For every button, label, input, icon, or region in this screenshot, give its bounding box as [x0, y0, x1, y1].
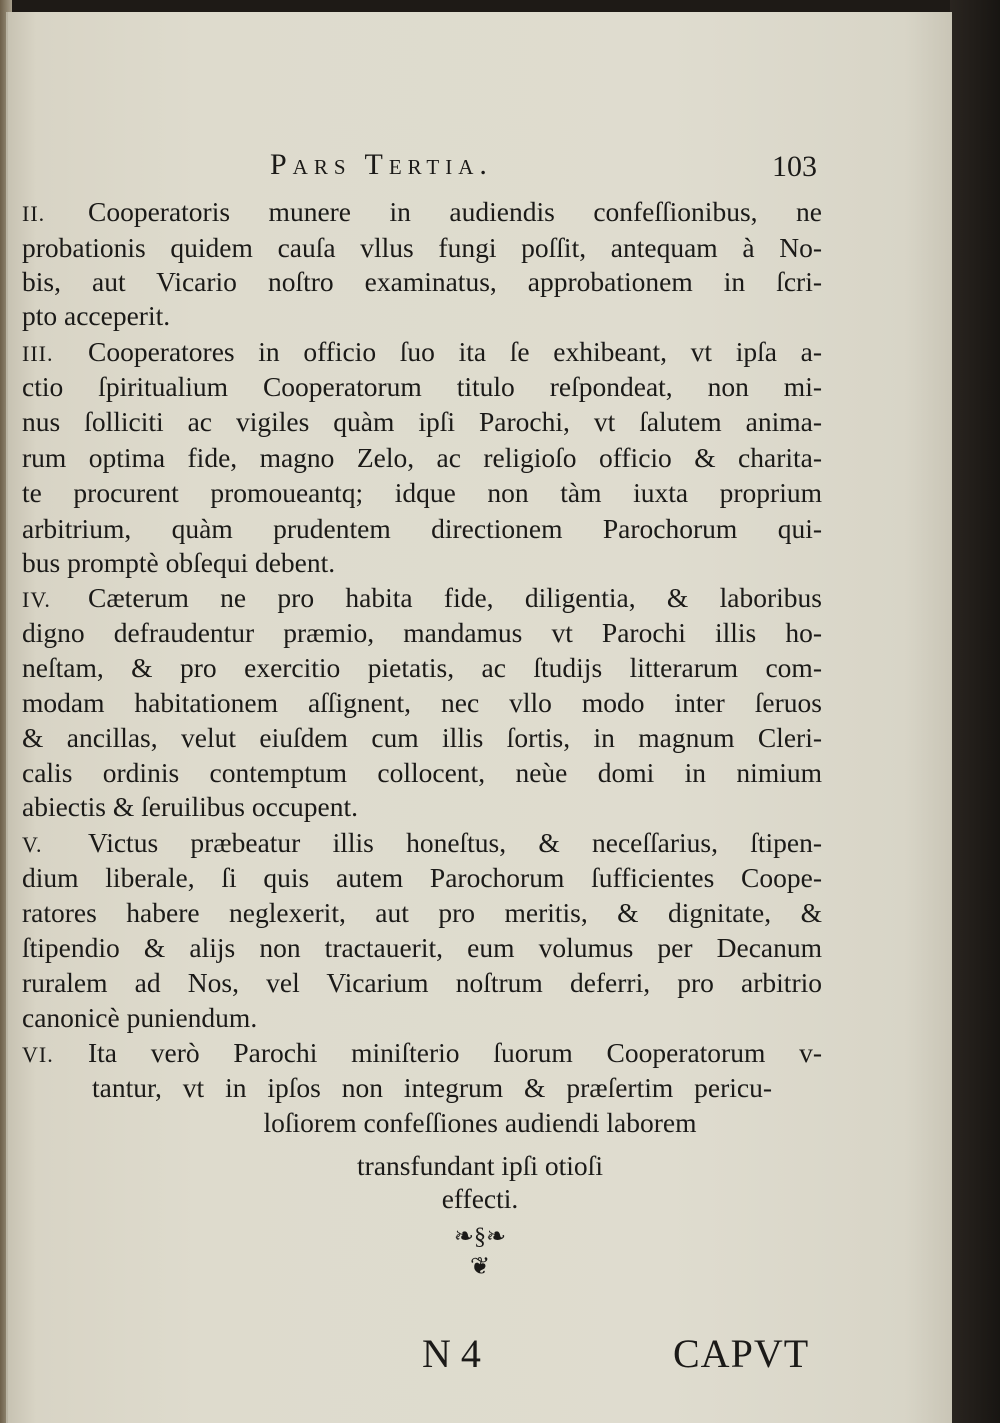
line-text: ſtipendio & alijs non tractauerit, eum volumus per Decanum — [22, 932, 822, 963]
line-text: Victus præbeatur illis honeſtus, & neceſſarius, ſtipen- — [88, 827, 822, 858]
line-text: abiectis & ſeruilibus occupent. — [22, 791, 359, 822]
text-line — [22, 619, 822, 647]
text-line — [22, 268, 822, 296]
page-number: 103 — [772, 150, 817, 183]
line-text: pto acceperit. — [22, 300, 171, 331]
line-text: modam habitationem aſſignent, nec vllo modo inter ſeruos — [22, 687, 822, 718]
text-line — [22, 1004, 822, 1032]
section-number: II. — [22, 201, 46, 226]
closing-line: effecti. — [441, 1183, 519, 1214]
line-text: rum optima fide, magno Zelo, ac religioſo officio & charita- — [22, 442, 822, 473]
text-line — [22, 198, 822, 226]
text-line — [22, 899, 822, 927]
text-line — [22, 444, 822, 472]
text-line — [92, 1074, 772, 1102]
closing-line: transfundant ipſi otioſi — [357, 1150, 603, 1181]
running-head-title: Pars Tertia. — [270, 148, 493, 181]
line-text: te procurent promoueantq; idque non tàm iuxta proprium — [22, 477, 822, 508]
line-text: Cooperatoris munere in audiendis confeſſionibus, ne — [88, 196, 822, 227]
line-text: Ita verò Parochi miniſterio ſuorum Cooperatorum v- — [88, 1037, 822, 1068]
line-text: calis ordinis contemptum collocent, neùe domi in nimium — [22, 757, 822, 788]
line-text: neſtam, & pro exercitio pietatis, ac ſtudijs litterarum com- — [22, 652, 822, 683]
text-line — [22, 479, 822, 507]
text-line — [22, 864, 822, 892]
line-text: dium liberale, ſi quis autem Parochorum ſufficientes Coope- — [22, 862, 822, 893]
line-text: & ancillas, velut eiuſdem cum illis ſortis, in magnum Cleri- — [22, 722, 822, 753]
text-line — [22, 759, 822, 787]
section-number: III. — [22, 341, 54, 366]
text-line — [22, 408, 822, 436]
line-text: tantur, vt in ipſos non integrum & præſertim pericu- — [92, 1072, 772, 1103]
page-edge-background — [950, 0, 1000, 1423]
text-line — [22, 724, 822, 752]
text-line — [22, 338, 822, 366]
line-text: arbitrium, quàm prudentem directionem Parochorum qui- — [22, 513, 822, 544]
text-line — [22, 829, 822, 857]
text-line — [22, 934, 822, 962]
text-line — [22, 515, 822, 543]
fleuron-icon: ❦ — [469, 1254, 491, 1280]
line-text: ruralem ad Nos, vel Vicarium noſtrum deferri, pro arbitrio — [22, 967, 822, 998]
text-line — [22, 969, 822, 997]
text-line — [22, 654, 822, 682]
section-number: V. — [22, 832, 43, 857]
section-number: IV. — [22, 587, 51, 612]
book-page — [6, 12, 952, 1423]
line-text: bis, aut Vicario noſtro examinatus, approbationem in ſcri- — [22, 266, 822, 297]
text-line — [22, 373, 822, 401]
line-text: ctio ſpiritualium Cooperatorum titulo reſpondeat, non mi- — [22, 371, 822, 402]
line-text: Cæterum ne pro habita fide, diligentia, & laboribus — [88, 582, 822, 613]
line-text: digno defraudentur præmio, mandamus vt Parochi illis ho- — [22, 617, 822, 648]
catchword: CAPVT — [673, 1331, 810, 1376]
ornament-icon: ❧§❧ — [453, 1224, 507, 1250]
line-text: ratores habere neglexerit, aut pro meritis, & dignitate, & — [22, 897, 822, 928]
line-text: nus ſolliciti ac vigiles quàm ipſi Parochi, vt ſalutem anima- — [22, 406, 822, 437]
text-line — [22, 234, 822, 262]
text-line — [22, 302, 822, 330]
text-line — [22, 793, 822, 821]
signature-mark: N 4 — [422, 1331, 481, 1376]
line-text: canonicè puniendum. — [22, 1002, 258, 1033]
text-line — [22, 584, 822, 612]
closing-line: loſiorem confeſſiones audiendi laborem — [263, 1107, 697, 1138]
text-line — [22, 549, 822, 577]
text-line — [22, 1039, 822, 1067]
text-line — [22, 689, 822, 717]
section-number: VI. — [22, 1042, 54, 1067]
line-text: Cooperatores in officio ſuo ita ſe exhibeant, vt ipſa a- — [88, 336, 822, 367]
line-text: bus promptè obſequi debent. — [22, 547, 336, 578]
line-text: probationis quidem cauſa vllus fungi poſſit, antequam à No- — [22, 232, 822, 263]
